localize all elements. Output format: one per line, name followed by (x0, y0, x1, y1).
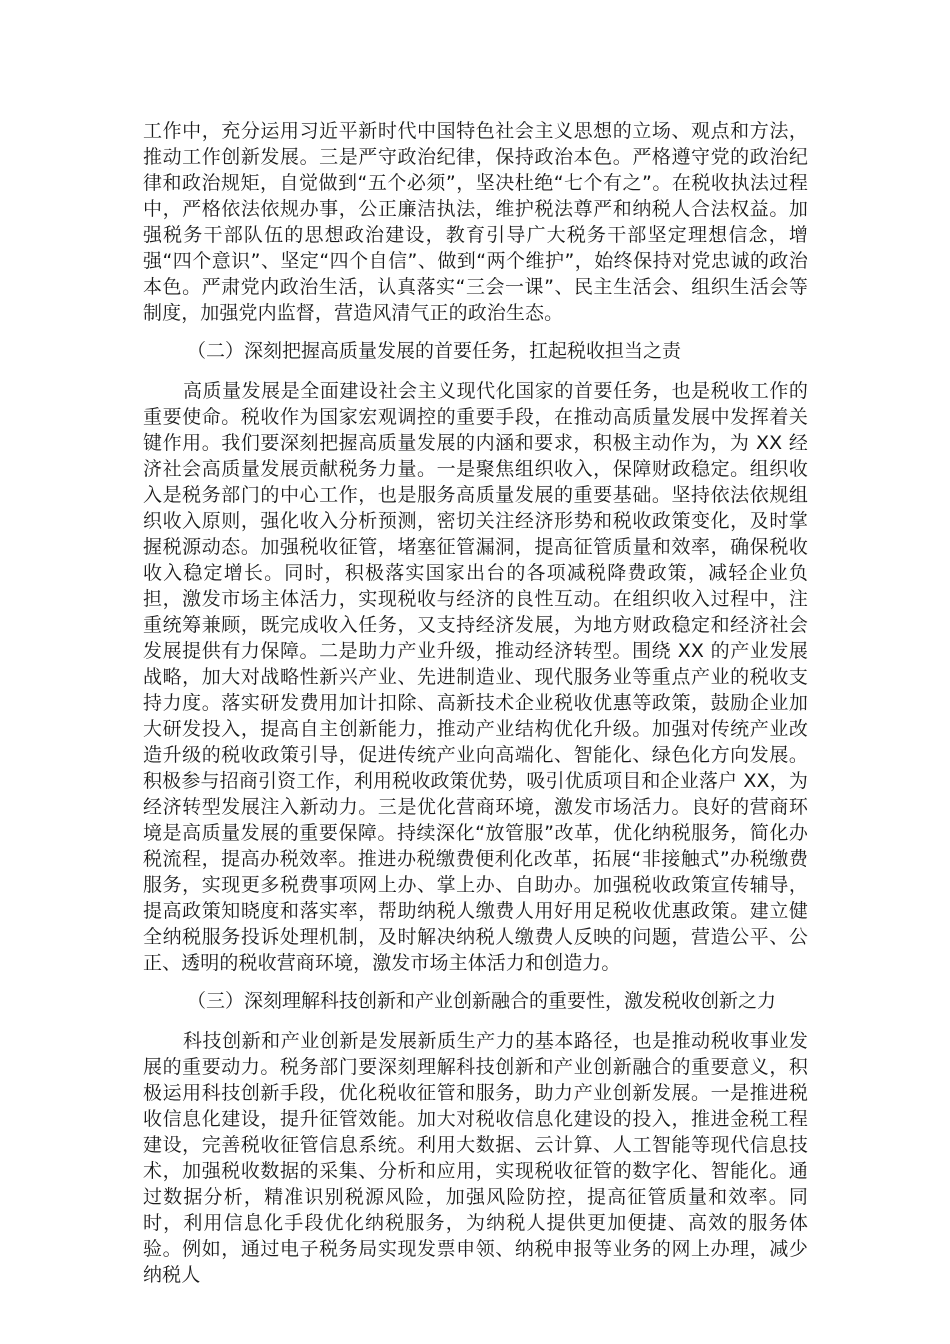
section-heading-3: （三）深刻理解科技创新和产业创新融合的重要性，激发税收创新之力 (187, 990, 777, 1012)
paragraph-2: 高质量发展是全面建设社会主义现代化国家的首要任务，也是税收工作的重要使命。税收作为国家宏观调控的重要手段，在推动高质量发展中发挥着关键作用。我们要深刻把握高质量发展的内涵和要求，积极主动作为，为 XX 经济社会高质量发展贡献税务力量。一是聚焦组织收入，保障财政稳定。组织收入是税务部门的中心工作，也是服务高质量发展的重要基础。坚持依法依规组织收入原则，强化收入分析预测，密切关注经济形势和税收政策变化，及时掌握税源动态。加强税收征管，堵塞征管漏洞，提高征管质量和效率，确保税收收入稳定增长。同时，积极落实国家出台的各项减税降费政策，减轻企业负担，激发市场主体活力，实现税收与经济的良性互动。在组织收入过程中，注重统筹兼顾，既完成收入任务，又支持经济发展，为地方财政稳定和经济社会发展提供有力保障。二是助力产业升级，推动经济转型。围绕 XX 的产业发展战略，加大对战略性新兴产业、先进制造业、现代服务业等重点产业的税收支持力度。落实研发费用加计扣除、高新技术企业税收优惠等政策，鼓励企业加大研发投入，提高自主创新能力，推动产业结构优化升级。加强对传统产业改造升级的税收政策引导，促进传统产业向高端化、智能化、绿色化方向发展。积极参与招商引资工作，利用税收政策优势，吸引优质项目和企业落户 XX，为经济转型发展注入新动力。三是优化营商环境，激发市场活力。良好的营商环境是高质量发展的重要保障。持续深化“放管服”改革，优化纳税服务，简化办税流程，提高办税效率。推进办税缴费便利化改革，拓展“非接触式”办税缴费服务，实现更多税费事项网上办、掌上办、自助办。加强税收政策宣传辅导，提高政策知晓度和落实率，帮助纳税人缴费人用好用足税收优惠政策。建立健全纳税服务投诉处理机制，及时解决纳税人缴费人反映的问题，营造公平、公正、透明的税收营商环境，激发市场主体活力和创造力。 (143, 380, 808, 974)
paragraph-3: 科技创新和产业创新是发展新质生产力的基本路径，也是推动税收事业发展的重要动力。税务部门要深刻理解科技创新和产业创新融合的重要意义，积极运用科技创新手段，优化税收征管和服务，助力产业创新发展。一是推进税收信息化建设，提升征管效能。加大对税收信息化建设的投入，推进金税工程建设，完善税收征管信息系统。利用大数据、云计算、人工智能等现代信息技术，加强税收数据的采集、分析和应用，实现税收征管的数字化、智能化。通过数据分析，精准识别税源风险，加强风险防控，提高征管质量和效率。同时，利用信息化手段优化纳税服务，为纳税人提供更加便捷、高效的服务体验。例如，通过电子税务局实现发票申领、纳税申报等业务的网上办理，减少纳税人 (143, 1030, 808, 1286)
paragraph-1: 工作中，充分运用习近平新时代中国特色社会主义思想的立场、观点和方法，推动工作创新发展。三是严守政治纪律，保持政治本色。严格遵守党的政治纪律和政治规矩，自觉做到“五个必须”，坚决杜绝“七个有之”。在税收执法过程中，严格依法依规办事，公正廉洁执法，维护税法尊严和纳税人合法权益。加强税务干部队伍的思想政治建设，教育引导广大税务干部坚定理想信念，增强“四个意识”、坚定“四个自信”、做到“两个维护”，始终保持对党忠诚的政治本色。严肃党内政治生活，认真落实“三会一课”、民主生活会、组织生活会等制度，加强党内监督，营造风清气正的政治生态。 (143, 120, 808, 324)
document-page (143, 118, 808, 1288)
section-heading-2: （二）深刻把握高质量发展的首要任务，扛起税收担当之责 (187, 340, 682, 362)
